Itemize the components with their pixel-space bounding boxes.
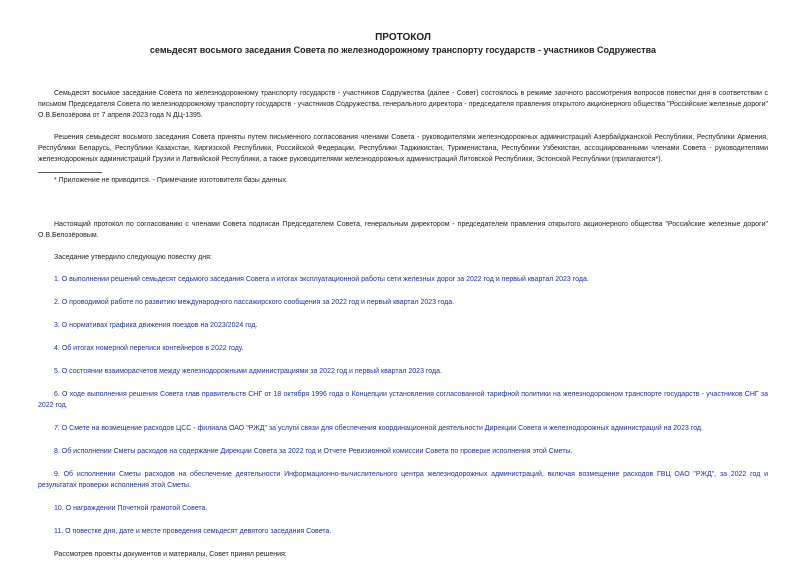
agenda-intro: Заседание утвердило следующую повестку дня:	[54, 254, 212, 261]
document-title: ПРОТОКОЛ	[375, 32, 431, 43]
agenda-item-1[interactable]: 1. О выполнении решений семьдесят седьмого заседания Совета и итогах эксплуатационной работы сети железных дорог за 2022 год и первый квартал 2023 года.	[54, 276, 589, 283]
agenda-item-10[interactable]: 10. О награждении Почетной грамотой Совета.	[54, 505, 208, 512]
agenda-item-4[interactable]: 4. Об итогах номерной переписи контейнеров в 2022 году.	[54, 345, 244, 352]
document-subtitle: семьдесят восьмого заседания Совета по железнодорожному транспорту государств - участников Содружества	[149, 45, 657, 55]
agenda-item-5[interactable]: 5. О состоянии взаиморасчетов между железнодорожными администрациями за 2022 год и первый квартал 2023 года.	[54, 368, 442, 375]
agenda-item-2[interactable]: 2. О проводимой работе по развитию международного пассажирского сообщения за 2022 год и первый квартал 2023 года.	[54, 299, 455, 306]
intro-paragraph-2: Решения семьдесят восьмого заседания Совета приняты путем письменного согласования членами Совета - руководителями железнодорожных администраций Азербайджанской Республики, Республики Армения, Республики Беларусь, Республики Казахстан, Киргизской Республики, Российской Федерации, Республики Таджикистан, Туркменистана, Республики Узбекистан, ассоциированными членами Совета - руководителями железнодорожных администраций Грузии и Латвийской Республики, а также руководителями железнодорожных администраций Литовской Республики, Эстонской Республики (прилагаются*).	[38, 134, 768, 163]
intro-paragraph-1: Семьдесят восьмое заседание Совета по железнодорожному транспорту государств - участников Содружества (далее - Совет) состоялось в режиме заочного рассмотрения вопросов повестки дня в соответствии с письмом Председателя Совета по железнодорожному транспорту государств - участников Содружества, генерального директора - председателя правления открытого акционерного общества "Российские железные дороги" О.В.Белозёрова от 7 апреля 2023 года N ДЦ-1395.	[38, 90, 768, 119]
closing-paragraph: Рассмотрев проекты документов и материалы, Совет принял решения:	[54, 551, 287, 558]
footnote-divider	[38, 172, 102, 173]
document-page	[38, 32, 768, 560]
agenda-item-7[interactable]: 7. О Смете на возмещение расходов ЦСС - филиала ОАО "РЖД" за услуги связи для обеспечения координационной деятельности Дирекции Совета и железнодорожных администраций на 2023 год.	[54, 425, 703, 432]
agenda-item-8[interactable]: 8. Об исполнении Сметы расходов на содержание Дирекции Совета за 2022 год и Отчете Ревизионной комиссии Совета по проверке исполнения этой Сметы.	[54, 448, 573, 455]
signed-paragraph: Настоящий протокол по согласованию с членами Совета подписан Председателем Совета, генеральным директором - председателем правления открытого акционерного общества "Российские железные дороги" О.В.Белозёровым.	[38, 221, 768, 239]
agenda-item-11[interactable]: 11. О повестке дня, дате и месте проведения семьдесят девятого заседания Совета.	[54, 528, 332, 535]
agenda-item-9[interactable]: 9. Об исполнении Сметы расходов на обеспечение деятельности Информационно-вычислительного центра железнодорожных администраций, включая возмещение расходов ГВЦ ОАО "РЖД", за 2022 год и результатах проверки исполнения этой Сметы.	[38, 471, 768, 489]
agenda-list	[38, 274, 768, 537]
footnote-text: * Приложение не приводится. - Примечание изготовителя базы данных.	[54, 177, 288, 184]
agenda-item-6[interactable]: 6. О ходе выполнения решения Совета глав правительств СНГ от 18 октября 1996 года о Концепции установления согласованной тарифной политики на железнодорожном транспорте государств - участников СНГ за 2022 год.	[38, 391, 768, 409]
agenda-item-3[interactable]: 3. О нормативах графика движения поездов на 2023/2024 год.	[54, 322, 258, 329]
